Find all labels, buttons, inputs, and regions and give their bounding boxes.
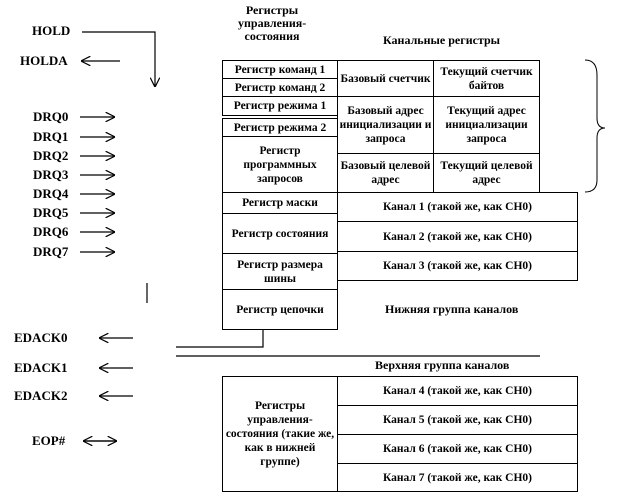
mode-register-1: Регистр режима 1 [222, 96, 338, 116]
upper-channel-7: Канал 7 (такой же, как CH0) [337, 463, 578, 492]
holda-signal: HOLDA [20, 53, 68, 68]
soft-request-register: Регистр программных запросов [222, 136, 338, 193]
channel-registers-title: Канальные регистры [383, 33, 501, 47]
edack2-signal: EDACK2 [14, 388, 68, 403]
upper-channel-4: Канал 4 (такой же, как CH0) [337, 376, 578, 406]
drq0-signal: DRQ0 [33, 109, 69, 124]
upper-group-label: Верхняя группа каналов [375, 358, 510, 372]
cmd-register-2: Регистр команд 2 [222, 78, 338, 97]
drq1-signal: DRQ1 [33, 129, 69, 144]
drq4-signal: DRQ4 [33, 186, 69, 201]
mode-register-2: Регистр режима 2 [222, 118, 338, 137]
upper-channel-5: Канал 5 (такой же, как CH0) [337, 405, 578, 435]
lower-channel-3: Канал 3 (такой же, как CH0) [337, 251, 578, 281]
drq5-signal: DRQ5 [33, 205, 69, 220]
drq7-signal: DRQ7 [33, 244, 69, 259]
mask-register: Регистр маски [222, 192, 338, 214]
drq6-signal: DRQ6 [33, 224, 69, 239]
base-init-address: Базовый адрес инициализации и запроса [337, 96, 434, 154]
upper-channel-6: Канал 6 (такой же, как CH0) [337, 434, 578, 464]
drq2-signal: DRQ2 [33, 148, 69, 163]
upper-control-registers: Регистры управления-состояния (такие же, как в нижней группе) [222, 376, 338, 492]
eop-signal: EOP# [32, 433, 66, 448]
hold-signal: HOLD [32, 23, 71, 38]
hold-connector [82, 32, 155, 86]
base-counter: Базовый счетчик [337, 60, 434, 97]
status-register: Регистр состояния [222, 213, 338, 254]
current-byte-counter: Текущий счетчик байтов [433, 60, 540, 97]
cmd-register-1: Регистр команд 1 [222, 60, 338, 79]
chain-register: Регистр цепочки [222, 289, 338, 330]
bus-size-register: Регистр размера шины [222, 253, 338, 290]
edack1-signal: EDACK1 [14, 360, 68, 375]
current-target-address: Текущий целевой адрес [433, 153, 540, 193]
lower-group-label: Нижняя группа каналов [385, 302, 519, 316]
edack0-signal: EDACK0 [14, 330, 68, 345]
drq3-signal: DRQ3 [33, 167, 69, 182]
lower-channel-2: Канал 2 (такой же, как CH0) [337, 221, 578, 252]
base-target-address: Базовый целевой адрес [337, 153, 434, 193]
channel-brace [585, 60, 605, 192]
upper-title: Регистры управления-состояния [238, 3, 307, 43]
current-init-address: Текущий адрес инициализации запроса [433, 96, 540, 154]
lower-channel-1: Канал 1 (такой же, как CH0) [337, 192, 578, 222]
